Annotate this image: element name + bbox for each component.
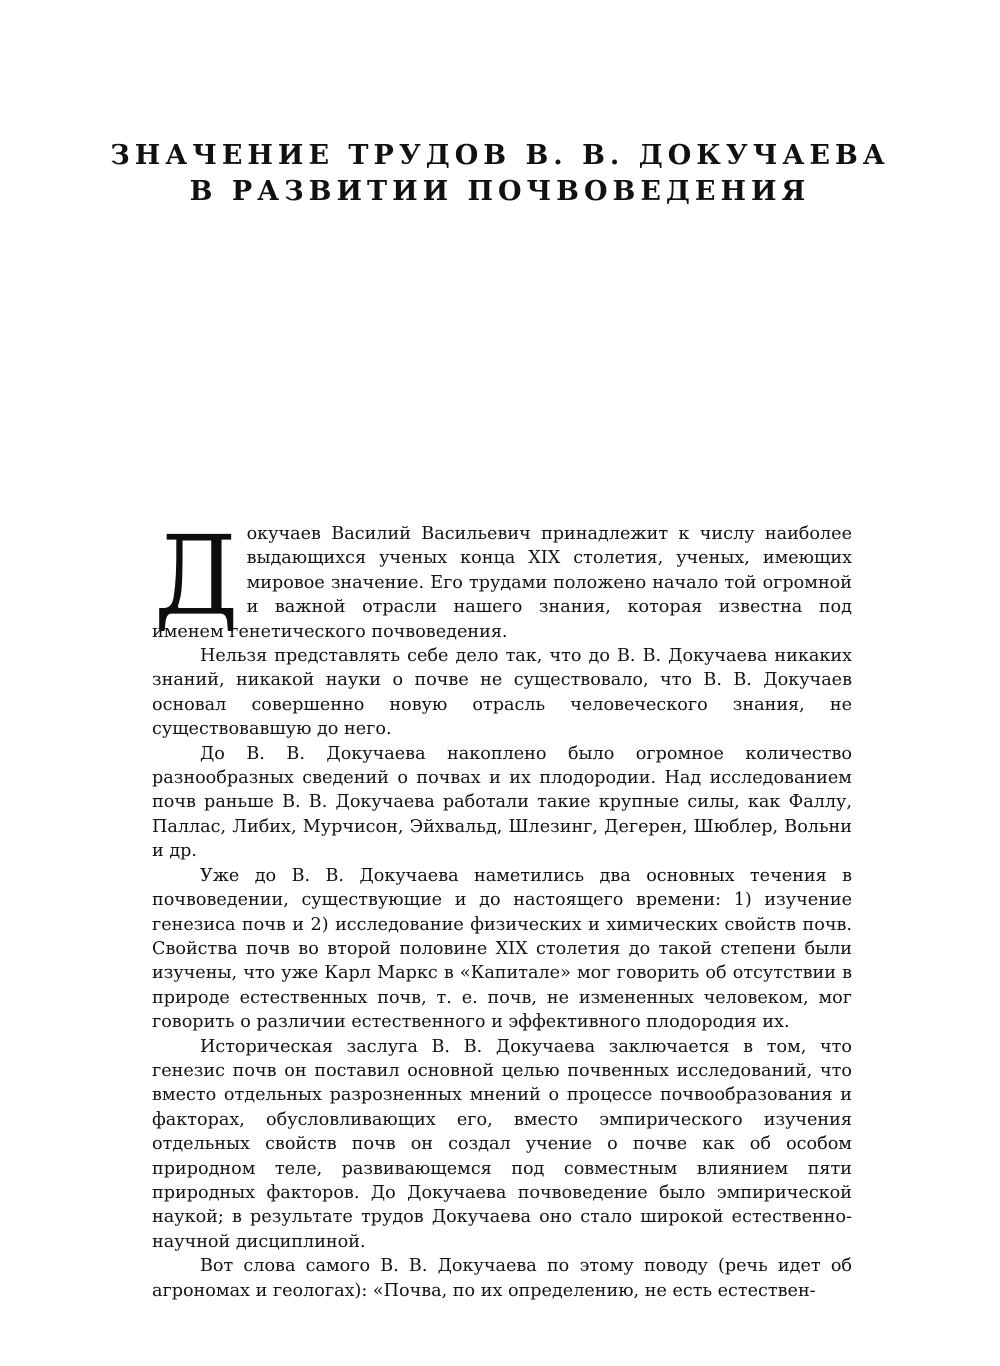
chapter-title — [100, 138, 900, 210]
chapter-title-line-1: ЗНАЧЕНИЕ ТРУДОВ В. В. ДОКУЧАЕВА — [110, 140, 890, 171]
paragraph-3: До В. В. Докучаева накоплено было огромное количество разнообразных сведений о почвах и их плодородии. Над исследованием почв раньше В. В. Докучаева работали такие крупные силы, как Фаллу, Паллас, Либих, Мурчисон, Эйхвальд, Шлезинг, Дегерен, Шюблер, Вольни и др. — [152, 743, 852, 862]
chapter-title-line-2: В РАЗВИТИИ ПОЧВОВЕДЕНИЯ — [189, 176, 811, 207]
drop-cap-letter: Д — [154, 511, 239, 641]
paragraph-1-text: окучаев Василий Васильевич принадлежит к числу наиболее выдающихся ученых конца XIX столетия, ученых, имеющих мировое значение. Его трудами положено начало той огромной и важной отрасли нашего знания, которая известна под именем генетического почвоведения. — [152, 524, 852, 642]
paragraph-5: Историческая заслуга В. В. Докучаева заключается в том, что генезис почв он поставил основной целью почвенных исследований, что вместо отдельных разрозненных мнений о процессе почвообразования и факторах, обусловливающих его, вместо эмпирического изучения отдельных свойств почв он создал учение о почве как об особом природном теле, развивающемся под совместным влиянием пяти природных факторов. До Докучаева почвоведение было эмпирической наукой; в результате трудов Докучаева оно стало широкой естественно-научной дисциплиной. — [152, 1036, 852, 1252]
article-body — [152, 511, 852, 1303]
paragraph-6: Вот слова самого В. В. Докучаева по этому поводу (речь идет об агрономах и геологах): «Почва, по их определению, не есть естествен- — [152, 1256, 852, 1301]
paragraph-1 — [152, 511, 852, 644]
paragraph-2: Нельзя представлять себе дело так, что до В. В. Докучаева никаких знаний, никакой науки о почве не существовало, что В. В. Докучаев основал совершенно новую отрасль человеческого знания, не существовавшую до него. — [152, 646, 852, 740]
paragraph-4: Уже до В. В. Докучаева наметились два основных течения в почвоведении, существующие и до настоящего времени: 1) изучение генезиса почв и 2) исследование физических и химических свойств почв. Свойства почв во второй половине XIX столетия до такой степени были изучены, что уже Карл Маркс в «Капитале» мог говорить об отсутствии в природе естественных почв, т. е. почв, не измененных человеком, мог говорить о различии естественного и эффективного плодородия их. — [152, 865, 852, 1033]
